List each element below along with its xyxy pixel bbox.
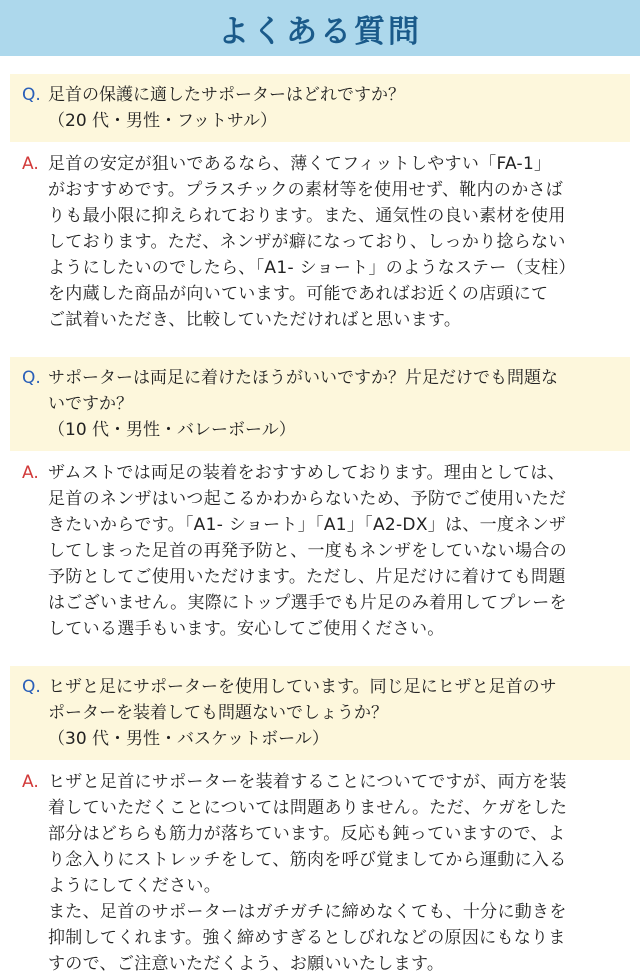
qa-item bbox=[0, 666, 640, 977]
page-header bbox=[0, 0, 640, 56]
question-box bbox=[10, 666, 630, 760]
page-title: よくある質問 bbox=[218, 13, 422, 50]
answer-text: ヒザと足首にサポーターを装着することについてですが、両方を装 着していただくことについては問題ありません。ただ、ケガをした 部分はどちらも筋力が落ちています。反応も鈍っていますので、よ り念入りにストレッチをして、筋肉を呼び覚ましてから運動に入る ようにしてください。 また、足首のサポーターはガチガチに締めなくても、十分に動きを 抑制してくれます。強く締めすぎるとしびれなどの原因にもなりま すので、ご注意いただくよう、お願いいたします。 bbox=[48, 772, 568, 974]
question-text: サポーターは両足に着けたほうがいいですか？片足だけでも問題な いですか？ bbox=[48, 368, 558, 414]
answer bbox=[0, 151, 640, 333]
question-meta: （20 代・男性・フットサル） bbox=[48, 111, 277, 131]
question-text: 足首の保護に適したサポーターはどれですか？ bbox=[48, 85, 405, 105]
question-box bbox=[10, 357, 630, 451]
answer-text: 足首の安定が狙いであるなら、薄くてフィットしやすい「FA-1」 がおすすめです。プラスチックの素材等を使用せず、靴内のかさば りも最小限に抑えられております。また、通気性の良い素材を使用 しております。ただ、ネンザが癖になっており、しっかり捻らない ようにしたいのでしたら、「A1- ショート」のようなステー（支柱） を内蔵した商品が向いています。可能であればお近くの店頭にて ご試着いただき、比較していただければと思います。 bbox=[48, 154, 576, 330]
answer-marker: A. bbox=[22, 154, 39, 174]
qa-item bbox=[0, 357, 640, 642]
answer-text: ザムストでは両足の装着をおすすめしております。理由としては、 足首のネンザはいつ起こるかわからないため、予防でご使用いただ きたいからです。「A1- ショート」「A1」「A2-DX」は、一度ネンザ してしまった足首の再発予防と、一度もネンザをしていない場合の 予防としてご使用いただけます。ただし、片足だけに着けても問題 はございません。実際にトップ選手でも片足のみ着用してプレーを している選手もいます。安心してご使用ください。 bbox=[48, 463, 567, 639]
answer bbox=[0, 769, 640, 977]
question-box bbox=[10, 74, 630, 142]
question-marker: Q. bbox=[22, 368, 41, 388]
question-meta: （10 代・男性・バレーボール） bbox=[48, 420, 296, 440]
question-marker: Q. bbox=[22, 85, 41, 105]
answer-marker: A. bbox=[22, 463, 39, 483]
answer bbox=[0, 460, 640, 642]
question-text: ヒザと足にサポーターを使用しています。同じ足にヒザと足首のサ ポーターを装着しても問題ないでしょうか？ bbox=[48, 677, 557, 723]
question-meta: （30 代・男性・バスケットボール） bbox=[48, 729, 329, 749]
question-marker: Q. bbox=[22, 677, 41, 697]
answer-marker: A. bbox=[22, 772, 39, 792]
qa-item bbox=[0, 74, 640, 333]
